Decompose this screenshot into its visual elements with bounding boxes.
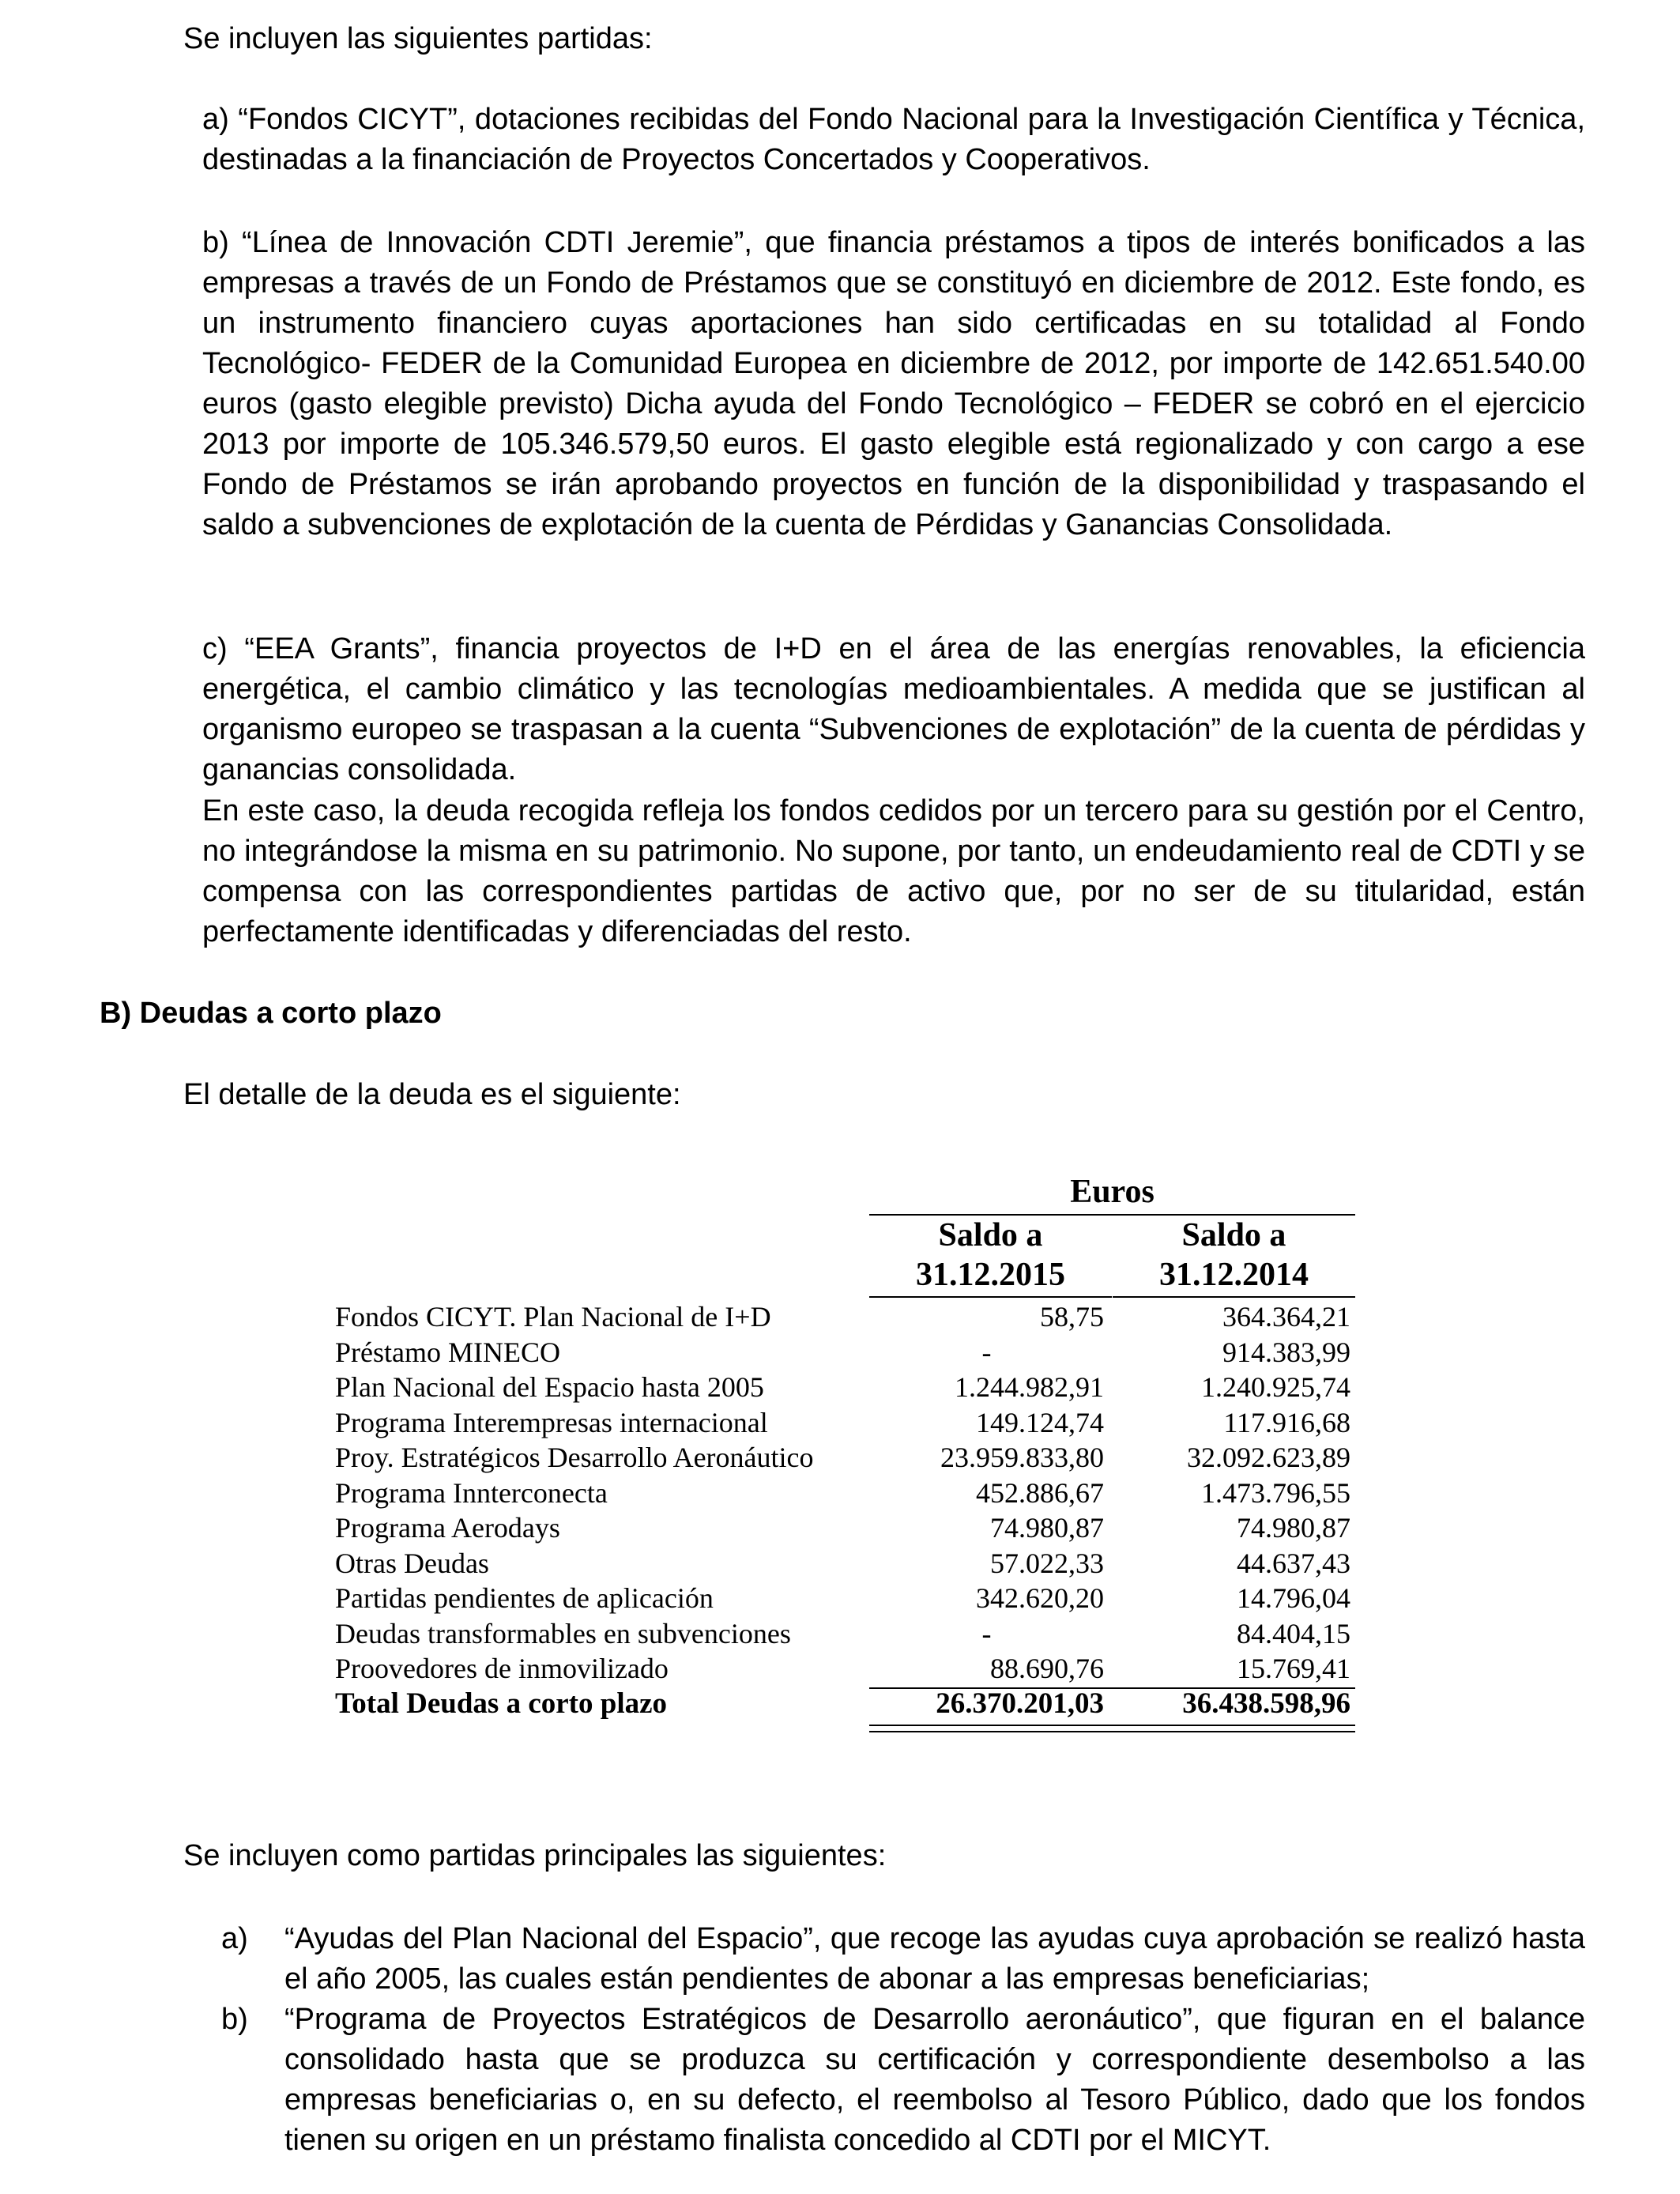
row-value-2015: 58,75 (1040, 1301, 1104, 1333)
row-label: Otras Deudas (335, 1547, 489, 1579)
table-row (332, 1546, 1359, 1581)
table-row (332, 1440, 1359, 1476)
section-heading: B) Deudas a corto plazo (100, 997, 442, 1030)
note-paragraph: En este caso, la deuda recogida refleja los fondos cedidos por un tercero para su gestión por el Centro, no integrándose la misma en su patrimonio. No supone, por tanto, un endeudamiento real de CDTI y se compensa con las correspondientes partidas de activo que, por no ser de su titularidad, están perfectamente identificadas y diferenciadas del resto. (202, 794, 1585, 948)
table-row (332, 1405, 1359, 1441)
row-value-2015: 149.124,74 (976, 1406, 1104, 1438)
row-value-2014: 14.796,04 (1237, 1582, 1350, 1614)
item-b-paragraph: b) “Línea de Innovación CDTI Jeremie”, que financia préstamos a tipos de interés bonificados a las empresas a través de un Fondo de Préstamos que se constituyó en diciembre de 2012. Este fondo, es un instrumento financiero cuyas aportaciones han sido certificadas en su totalidad al Fondo Tecnológico- FEDER de la Comunidad Europea en diciembre de 2012, por importe de 142.651.540.00 euros (gasto elegible previsto) Dicha ayuda del Fondo Tecnológico – FEDER se cobró en el ejercicio 2013 por importe de 105.346.579,50 euros. El gasto elegible está regionalizado y con cargo a ese Fondo de Préstamos se irán aprobando proyectos en función de la disponibilidad y traspasando el saldo a subvenciones de explotación de la cuenta de Pérdidas y Ganancias Consolidada. (202, 226, 1585, 541)
table-row (332, 1335, 1359, 1370)
table-body (332, 1299, 1359, 1721)
detail-intro: El detalle de la deuda es el siguiente: (183, 1078, 681, 1111)
total-label: Total Deudas a corto plazo (335, 1687, 668, 1720)
row-value-2014: 914.383,99 (1222, 1336, 1350, 1368)
row-value-2014: 84.404,15 (1237, 1617, 1350, 1649)
row-value-2015: 452.886,67 (976, 1476, 1104, 1509)
table-row (332, 1299, 1359, 1335)
row-value-2015: 1.244.982,91 (955, 1371, 1104, 1403)
list-item-text: “Programa de Proyectos Estratégicos de Desarrollo aeronáutico”, que figuran en el balance consolidado hasta que se produzca su certificación y correspondiente desembolso a las empresas beneficiarias o, en su defecto, el reembolso al Tesoro Público, dado que los fondos tienen su origen en un préstamo finalista concedido al CDTI por el MICYT. (284, 2003, 1585, 2157)
principal-items-list (221, 1919, 1585, 2161)
row-value-2015: 74.980,87 (990, 1512, 1104, 1544)
row-value-2015: - (981, 1617, 992, 1649)
row-label: Deudas transformables en subvenciones (335, 1617, 791, 1649)
table-row (332, 1370, 1359, 1405)
table-total-row (332, 1687, 1359, 1722)
table-row (332, 1581, 1359, 1616)
row-label: Programa Innterconecta (335, 1476, 608, 1509)
table-row (332, 1616, 1359, 1652)
row-value-2015: 342.620,20 (976, 1582, 1104, 1614)
row-value-2014: 32.092.623,89 (1187, 1442, 1350, 1473)
row-value-2014: 74.980,87 (1237, 1512, 1350, 1544)
row-value-2014: 364.364,21 (1222, 1301, 1350, 1333)
row-label: Fondos CICYT. Plan Nacional de I+D (335, 1301, 771, 1333)
row-label: Préstamo MINECO (335, 1336, 560, 1368)
total-value-2015: 26.370.201,03 (936, 1687, 1104, 1720)
row-value-2014: 15.769,41 (1237, 1653, 1350, 1684)
list-item (221, 2000, 1585, 2161)
row-value-2015: 23.959.833,80 (940, 1442, 1104, 1473)
row-value-2015: - (981, 1336, 992, 1368)
row-value-2015: 57.022,33 (990, 1547, 1104, 1579)
row-label: Proy. Estratégicos Desarrollo Aeronáutico (335, 1442, 814, 1473)
row-value-2014: 44.637,43 (1237, 1547, 1350, 1579)
column-header-2015-line1: Saldo a (938, 1217, 1043, 1253)
list-marker: a) (221, 1922, 248, 1955)
total-value-2014: 36.438.598,96 (1182, 1687, 1350, 1720)
row-label: Programa Aerodays (335, 1512, 560, 1544)
item-c-paragraph: c) “EEA Grants”, financia proyectos de I+D en el área de las energías renovables, la eficiencia energética, el cambio climático y las tecnologías medioambientales. A medida que se justifican al organismo europeo se traspasan a la cuenta “Subvenciones de explotación” de la cuenta de pérdidas y ganancias consolidada. (202, 632, 1585, 786)
column-header-2014-line1: Saldo a (1181, 1217, 1286, 1253)
table-row (332, 1476, 1359, 1511)
row-value-2014: 1.473.796,55 (1201, 1476, 1350, 1509)
column-header-2014-line2: 31.12.2014 (1159, 1257, 1309, 1293)
table-row (332, 1651, 1359, 1687)
intro-text: Se incluyen las siguientes partidas: (183, 22, 653, 55)
principal-intro: Se incluyen como partidas principales las siguientes: (183, 1839, 887, 1872)
row-label: Proovedores de inmovilizado (335, 1653, 669, 1684)
row-value-2014: 1.240.925,74 (1201, 1371, 1350, 1403)
list-item (221, 1919, 1585, 2000)
total-double-rule (869, 1725, 1355, 1732)
list-item-text: “Ayudas del Plan Nacional del Espacio”, que recoge las ayudas cuya aprobación se realizó hasta el año 2005, las cuales están pendientes de abonar a las empresas beneficiarias; (284, 1922, 1585, 1996)
row-value-2014: 117.916,68 (1223, 1406, 1350, 1438)
row-label: Partidas pendientes de aplicación (335, 1582, 714, 1614)
row-label: Programa Interempresas internacional (335, 1406, 768, 1438)
list-marker: b) (221, 2003, 248, 2036)
item-a-paragraph: a) “Fondos CICYT”, dotaciones recibidas del Fondo Nacional para la Investigación Científica y Técnica, destinadas a la financiación de Proyectos Concertados y Cooperativos. (202, 103, 1585, 176)
column-header-2015 (869, 1216, 1112, 1298)
row-value-2015: 88.690,76 (990, 1653, 1104, 1684)
table-row (332, 1510, 1359, 1546)
table-group-header: Euros (869, 1170, 1355, 1216)
row-label: Plan Nacional del Espacio hasta 2005 (335, 1371, 764, 1403)
column-header-2015-line2: 31.12.2015 (916, 1257, 1065, 1293)
column-header-2014 (1113, 1216, 1355, 1298)
